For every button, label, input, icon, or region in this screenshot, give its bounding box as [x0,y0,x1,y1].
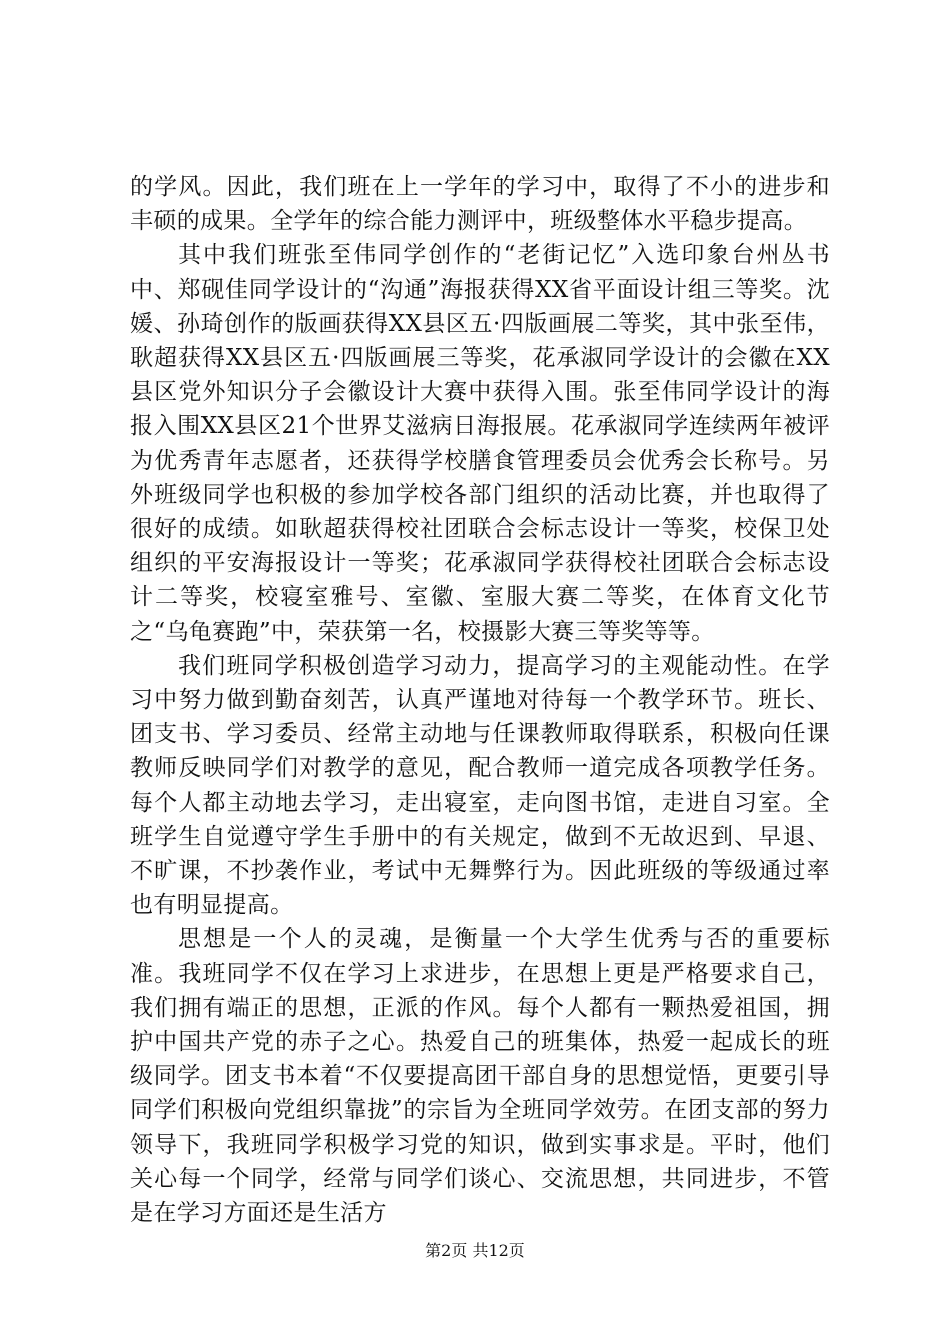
page-number-footer: 第2页 共12页 [425,1241,525,1260]
paragraph-continuation: 的学风。因此，我们班在上一学年的学习中，取得了不小的进步和丰硕的成果。全学年的综合能力测评中，班级整体水平稳步提高。 [130,174,830,235]
document-body [130,170,830,1230]
paragraph-study: 我们班同学积极创造学习动力，提高学习的主观能动性。在学习中努力做到勤奋刻苦，认真严谨地对待每一个教学环节。班长、团支书、学习委员、经常主动地与任课教师取得联系，积极向任课教师反映同学们对教学的意见，配合教师一道完成各项教学任务。每个人都主动地去学习，走出寝室，走向图书馆，走进自习室。全班学生自觉遵守学生手册中的有关规定，做到不无故迟到、早退、不旷课，不抄袭作业，考试中无舞弊行为。因此班级的等级通过率也有明显提高。 [130,652,830,919]
paragraph-awards: 其中我们班张至伟同学创作的“老街记忆”入选印象台州丛书中、郑砚佳同学设计的“沟通”海报获得XX省平面设计组三等奖。沈媛、孙琦创作的版画获得XX县区五·四版画展二等奖，其中张至伟，耿超获得XX县区五·四版画展三等奖，花承淑同学设计的会徽在XX县区党外知识分子会徽设计大赛中获得入围。张至伟同学设计的海报入围XX县区21个世界艾滋病日海报展。花承淑同学连续两年被评为优秀青年志愿者，还获得学校膳食管理委员会优秀会长称号。另外班级同学也积极的参加学校各部门组织的活动比赛，并也取得了很好的成绩。如耿超获得校社团联合会标志设计一等奖，校保卫处组织的平安海报设计一等奖；花承淑同学获得校社团联合会标志设计二等奖，校寝室雅号、室徽、室服大赛二等奖，在体育文化节之“乌龟赛跑”中，荣获第一名，校摄影大赛三等奖等等。 [130,242,830,645]
paragraph-thought: 思想是一个人的灵魂，是衡量一个大学生优秀与否的重要标准。我班同学不仅在学习上求进步，在思想上更是严格要求自己，我们拥有端正的思想，正派的作风。每个人都有一颗热爱祖国，拥护中国共产党的赤子之心。热爱自己的班集体，热爱一起成长的班级同学。团支书本着“不仅要提高团干部自身的思想觉悟，更要引导同学们积极向党组织靠拢”的宗旨为全班同学效劳。在团支部的努力领导下，我班同学积极学习党的知识，做到实事求是。平时，他们关心每一个同学，经常与同学们谈心、交流思想，共同进步，不管是在学习方面还是生活方 [130,926,830,1227]
